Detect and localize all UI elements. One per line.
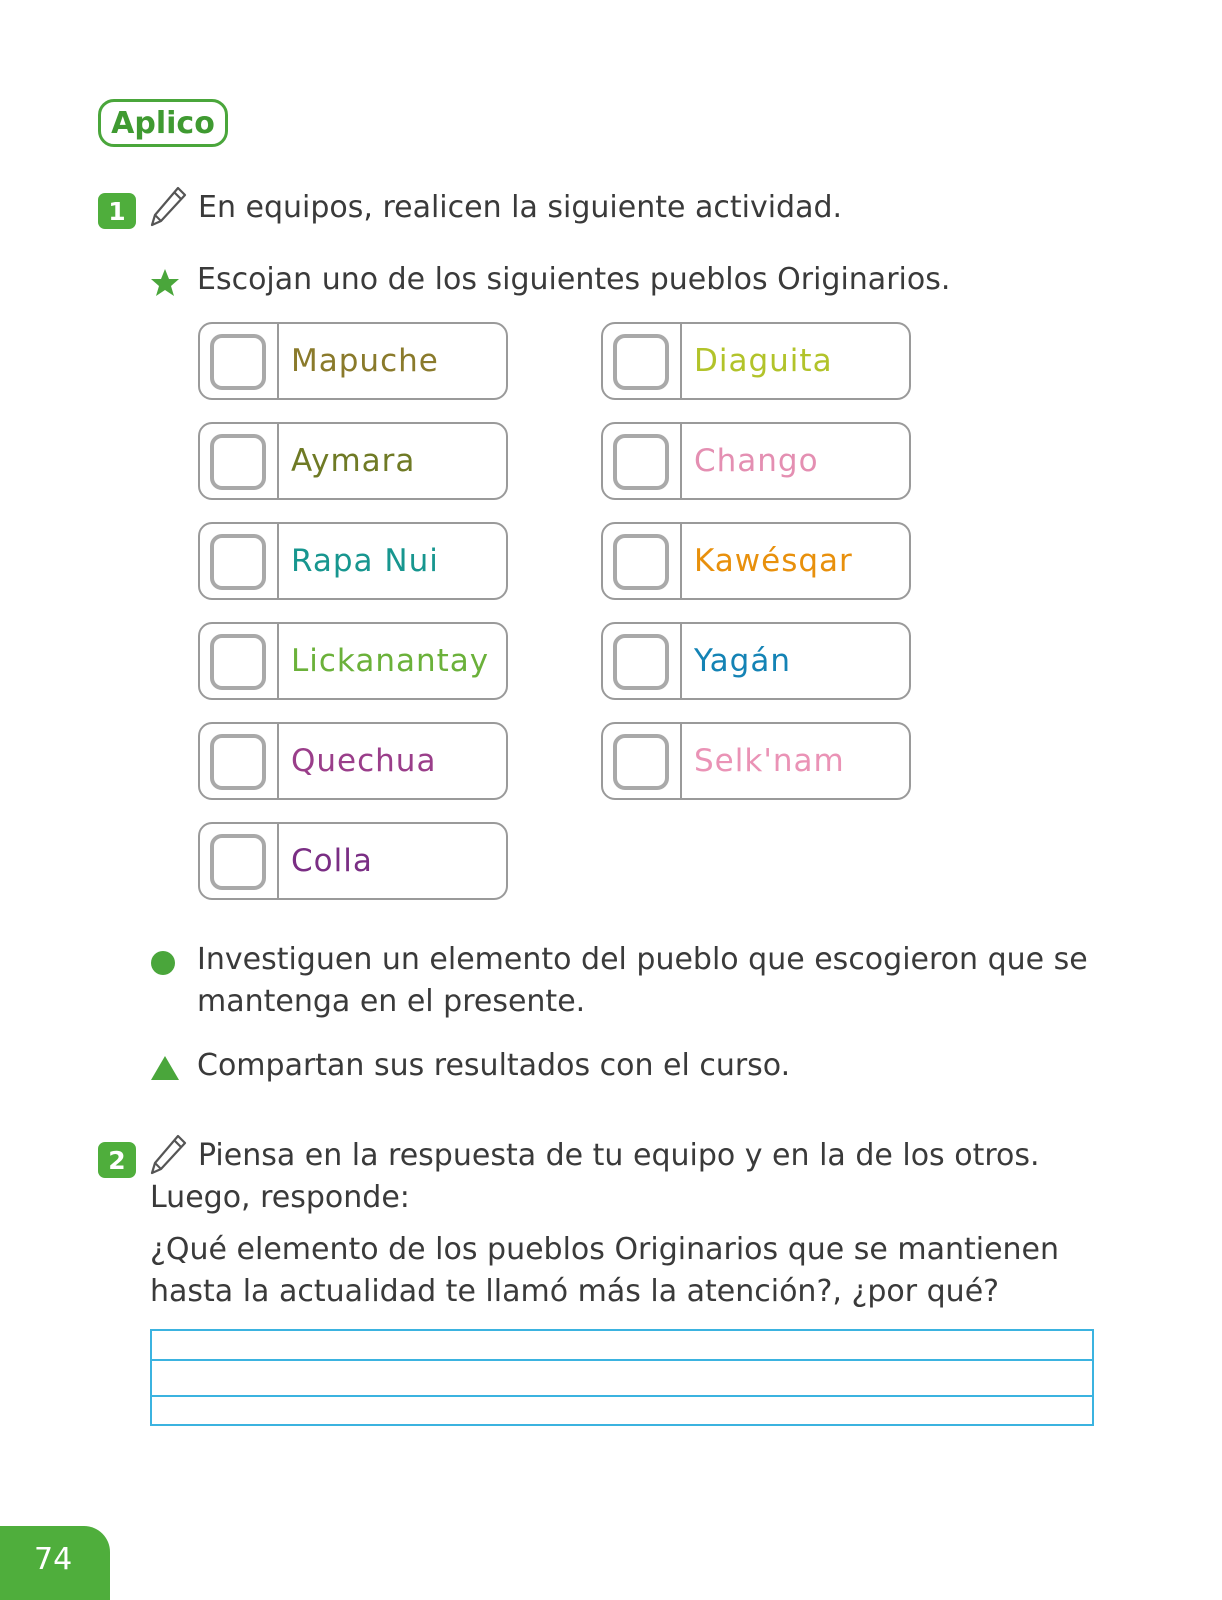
option-label: Selk'nam (694, 743, 845, 779)
option-mapuche[interactable] (198, 322, 508, 400)
checkbox[interactable] (210, 734, 266, 790)
option-chango[interactable] (601, 422, 911, 500)
option-colla[interactable] (198, 822, 508, 900)
answer-line (152, 1395, 1092, 1397)
option-label: Lickanantay (291, 643, 490, 679)
star-icon (150, 268, 180, 298)
option-lickanantay[interactable] (198, 622, 508, 700)
activity1-instruction: En equipos, realicen la siguiente actividad. (198, 190, 843, 225)
option-label: Chango (694, 443, 819, 479)
activity2-question-line2: hasta la actualidad te llamó más la atención?, ¿por qué? (150, 1274, 1000, 1309)
option-label: Aymara (291, 443, 416, 479)
page-number: 74 (34, 1542, 73, 1577)
checkbox[interactable] (210, 834, 266, 890)
option-selknam[interactable] (601, 722, 911, 800)
pencil-icon (148, 185, 188, 229)
step-circle-line2: mantenga en el presente. (197, 984, 586, 1019)
option-aymara[interactable] (198, 422, 508, 500)
option-quechua[interactable] (198, 722, 508, 800)
checkbox[interactable] (613, 734, 669, 790)
circle-bullet-icon (150, 950, 176, 976)
activity-number-badge (98, 1142, 136, 1178)
option-label: Yagán (694, 643, 791, 679)
checkbox[interactable] (613, 634, 669, 690)
step-triangle-text: Compartan sus resultados con el curso. (197, 1048, 791, 1083)
pencil-icon (148, 1133, 188, 1177)
step-circle-line1: Investiguen un elemento del pueblo que escogieron que se (197, 942, 1088, 977)
checkbox[interactable] (613, 434, 669, 490)
answer-line (152, 1359, 1092, 1361)
checkbox[interactable] (613, 334, 669, 390)
section-label-aplico (98, 99, 228, 147)
activity2-instruction-line1: Piensa en la respuesta de tu equipo y en la de los otros. (198, 1138, 1040, 1173)
option-label: Diaguita (694, 343, 833, 379)
option-label: Kawésqar (694, 543, 853, 579)
activity-number-badge (98, 193, 136, 229)
option-diaguita[interactable] (601, 322, 911, 400)
option-label: Rapa Nui (291, 543, 439, 579)
activity2-question-line1: ¿Qué elemento de los pueblos Originarios que se mantienen (150, 1232, 1060, 1267)
option-label: Quechua (291, 743, 437, 779)
step-star-text: Escojan uno de los siguientes pueblos Originarios. (197, 262, 951, 297)
checkbox[interactable] (613, 534, 669, 590)
checkbox[interactable] (210, 634, 266, 690)
checkbox[interactable] (210, 434, 266, 490)
activity2-instruction-line2: Luego, responde: (150, 1180, 410, 1215)
option-kawesqar[interactable] (601, 522, 911, 600)
triangle-bullet-icon (150, 1055, 180, 1081)
page-number-tab (0, 1526, 110, 1600)
option-label: Mapuche (291, 343, 439, 379)
option-yagan[interactable] (601, 622, 911, 700)
activity-number: 2 (108, 1145, 126, 1175)
checkbox[interactable] (210, 334, 266, 390)
option-label: Colla (291, 843, 373, 879)
section-label-text: Aplico (111, 105, 215, 141)
answer-writing-area[interactable] (150, 1329, 1094, 1426)
activity-number: 1 (108, 196, 126, 226)
option-rapa-nui[interactable] (198, 522, 508, 600)
checkbox[interactable] (210, 534, 266, 590)
